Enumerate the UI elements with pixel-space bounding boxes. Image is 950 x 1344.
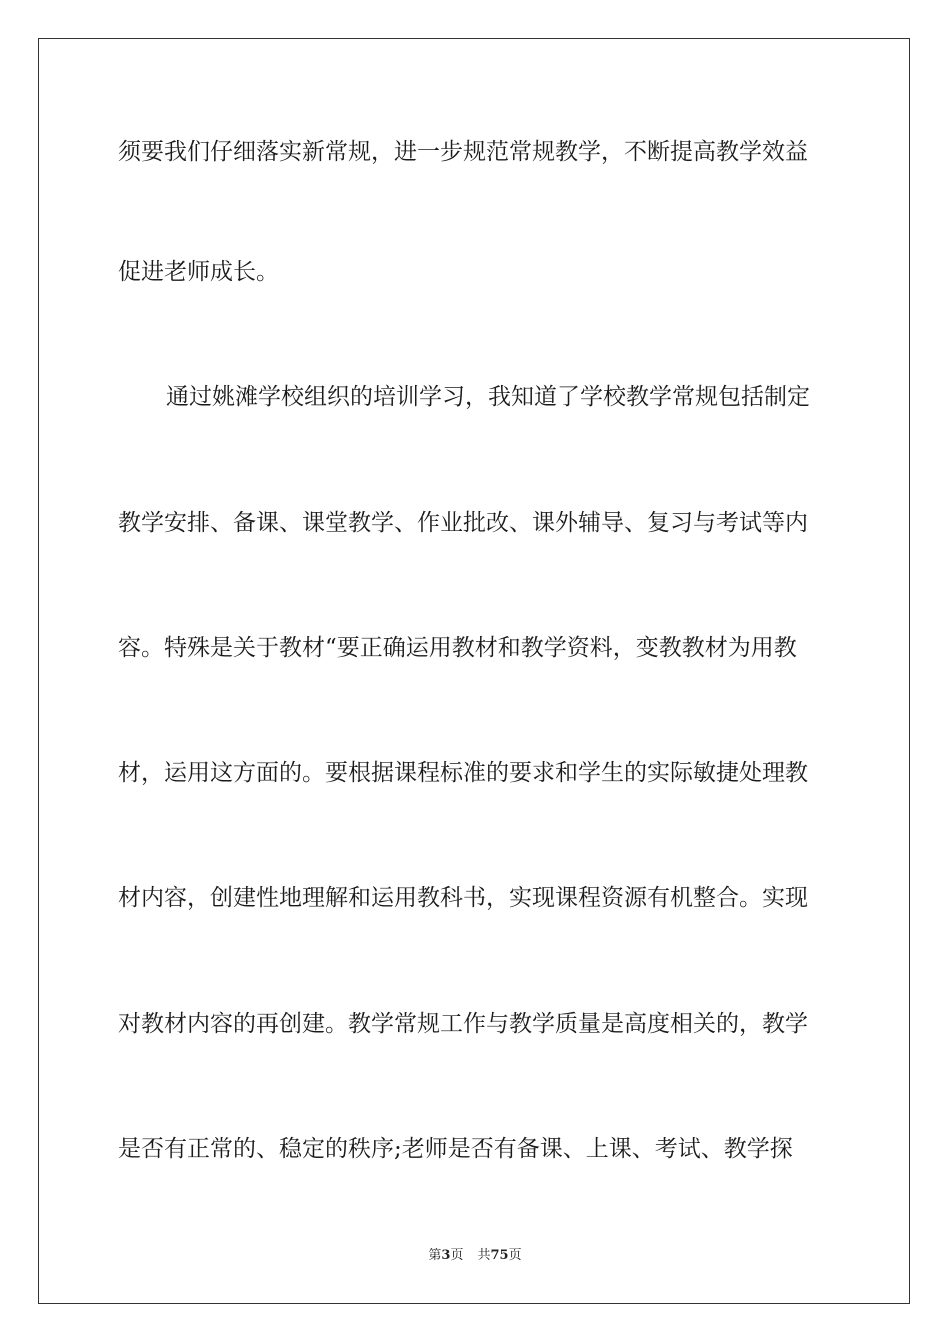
text-line-2: 促进老师成长。 <box>118 259 279 285</box>
text-line-4: 教学安排、备课、课堂教学、作业批改、课外辅导、复习与考试等内 <box>118 510 808 536</box>
page-suffix: 页 <box>450 1248 464 1263</box>
page-footer <box>0 1247 950 1265</box>
text-line-5: 容。特殊是关于教材“要正确运用教材和教学资料，变教教材为用教 <box>118 635 797 661</box>
total-pages: 75 <box>490 1248 509 1263</box>
text-line-7: 材内容，创建性地理解和运用教科书，实现课程资源有机整合。实现 <box>118 885 808 911</box>
page-number: 3 <box>441 1248 451 1263</box>
total-suffix: 页 <box>508 1248 522 1263</box>
text-line-8: 对教材内容的再创建。教学常规工作与教学质量是高度相关的，教学 <box>118 1011 808 1037</box>
page-prefix: 第 <box>428 1248 442 1263</box>
text-line-3: 通过姚滩学校组织的培训学习，我知道了学校教学常规包括制定 <box>166 384 810 410</box>
text-line-6: 材，运用这方面的。要根据课程标准的要求和学生的实际敏捷处理教 <box>118 760 808 786</box>
text-line-1: 须要我们仔细落实新常规，进一步规范常规教学，不断提高教学效益 <box>118 139 808 165</box>
total-prefix: 共 <box>477 1248 491 1263</box>
text-line-9: 是否有正常的、稳定的秩序;老师是否有备课、上课、考试、教学探 <box>118 1136 793 1162</box>
page-border <box>38 38 910 1304</box>
